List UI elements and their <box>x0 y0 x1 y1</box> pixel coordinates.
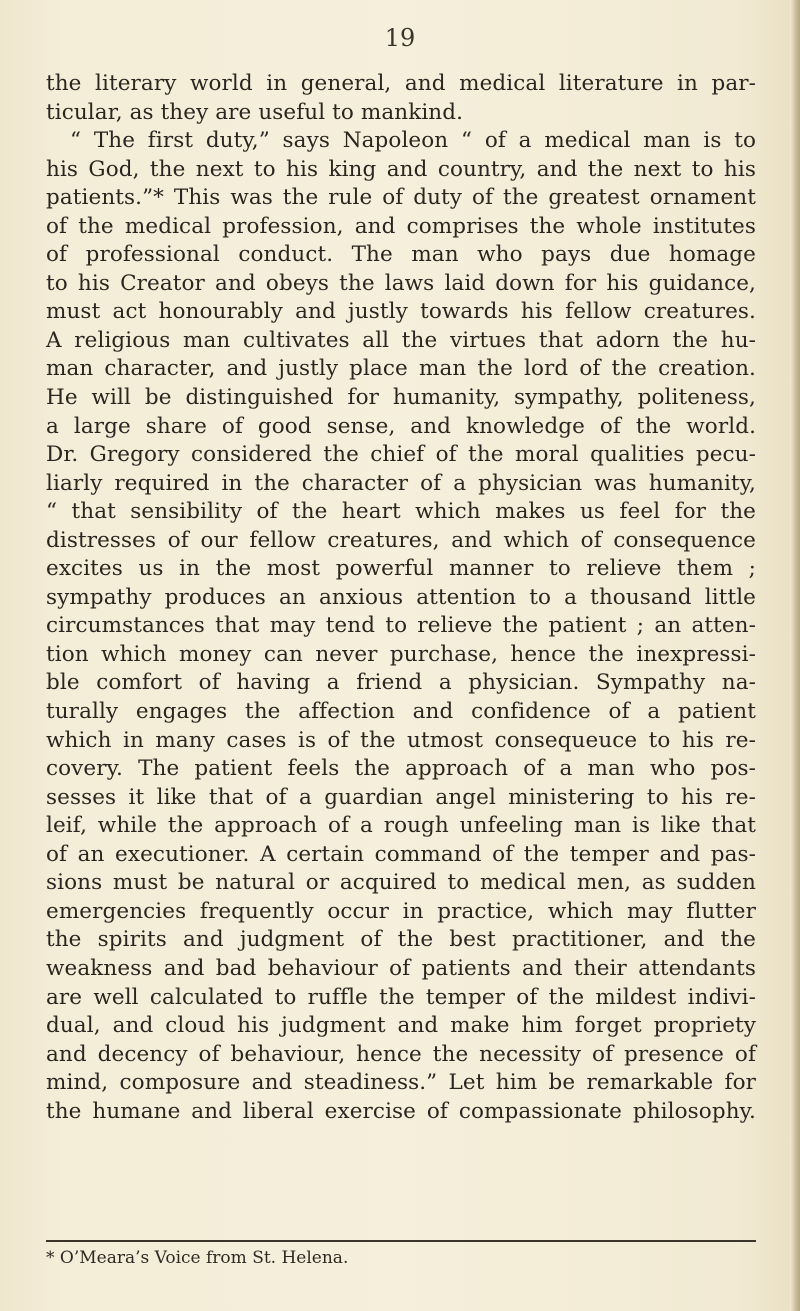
text-line: patients.”* This was the rule of duty of the greatest ornament <box>46 185 756 211</box>
page-edge-shadow <box>790 0 800 1311</box>
text-line: sions must be natural or acquired to medical men, as sudden <box>46 870 756 896</box>
text-line: the spirits and judgment of the best practitioner, and the <box>46 927 756 953</box>
text-line: to his Creator and obeys the laws laid down for his guidance, <box>46 270 756 296</box>
text-line: excites us in the most powerful manner to relieve them ; <box>46 556 756 582</box>
text-line: the humane and liberal exercise of compassionate philosophy. <box>46 1098 756 1124</box>
text-line: distresses of our fellow creatures, and which of consequence <box>46 527 756 553</box>
text-line: sympathy produces an anxious attention to a thousand little <box>46 584 756 610</box>
text-line: dual, and cloud his judgment and make him forget propriety <box>46 1013 756 1039</box>
text-line: man character, and justly place man the lord of the creation. <box>46 356 756 382</box>
text-line: and decency of behaviour, hence the necessity of presence of <box>46 1041 756 1067</box>
text-line: “ that sensibility of the heart which makes us feel for the <box>46 499 756 525</box>
text-line: tion which money can never purchase, hence the inexpressi- <box>46 641 756 667</box>
text-line: leif, while the approach of a rough unfeeling man is like that <box>46 813 756 839</box>
text-line: emergencies frequently occur in practice, which may flutter <box>46 898 756 924</box>
text-line: Dr. Gregory considered the chief of the moral qualities pecu- <box>46 442 756 468</box>
text-line: of the medical profession, and comprises the whole institutes <box>46 213 756 239</box>
text-line: ble comfort of having a friend a physician. Sympathy na- <box>46 670 756 696</box>
text-line: of an executioner. A certain command of the temper and pas- <box>46 841 756 867</box>
text-line: a large share of good sense, and knowledge of the world. <box>46 413 756 439</box>
text-line: are well calculated to ruffle the temper of the mildest indivi- <box>46 984 756 1010</box>
footnote-rule <box>46 1240 756 1242</box>
text-line: liarly required in the character of a physician was humanity, <box>46 470 756 496</box>
text-line: turally engages the affection and confidence of a patient <box>46 699 756 725</box>
text-line: circumstances that may tend to relieve the patient ; an atten- <box>46 613 756 639</box>
text-line: weakness and bad behaviour of patients and their attendants <box>46 955 756 981</box>
text-line: “ The first duty,” says Napoleon “ of a medical man is to <box>70 128 756 154</box>
text-line: which in many cases is of the utmost consequeuce to his re- <box>46 727 756 753</box>
text-line: the literary world in general, and medical literature in par- <box>46 71 756 96</box>
text-line: of professional conduct. The man who pays due homage <box>46 242 756 268</box>
text-line: ticular, as they are useful to mankind. <box>46 99 464 125</box>
body-text <box>46 70 756 1126</box>
text-line: his God, the next to his king and country, and the next to his <box>46 156 756 182</box>
text-line: sesses it like that of a guardian angel ministering to his re- <box>46 784 756 810</box>
footnote: * O’Meara’s Voice from St. Helena. <box>46 1248 349 1268</box>
page-number: 19 <box>384 24 416 52</box>
text-line: He will be distinguished for humanity, sympathy, politeness, <box>46 385 756 411</box>
text-line: A religious man cultivates all the virtues that adorn the hu- <box>46 327 756 353</box>
text-line: must act honourably and justly towards his fellow creatures. <box>46 299 756 325</box>
text-line: mind, composure and steadiness.” Let him be remarkable for <box>46 1070 756 1096</box>
text-line: covery. The patient feels the approach of a man who pos- <box>46 756 756 782</box>
